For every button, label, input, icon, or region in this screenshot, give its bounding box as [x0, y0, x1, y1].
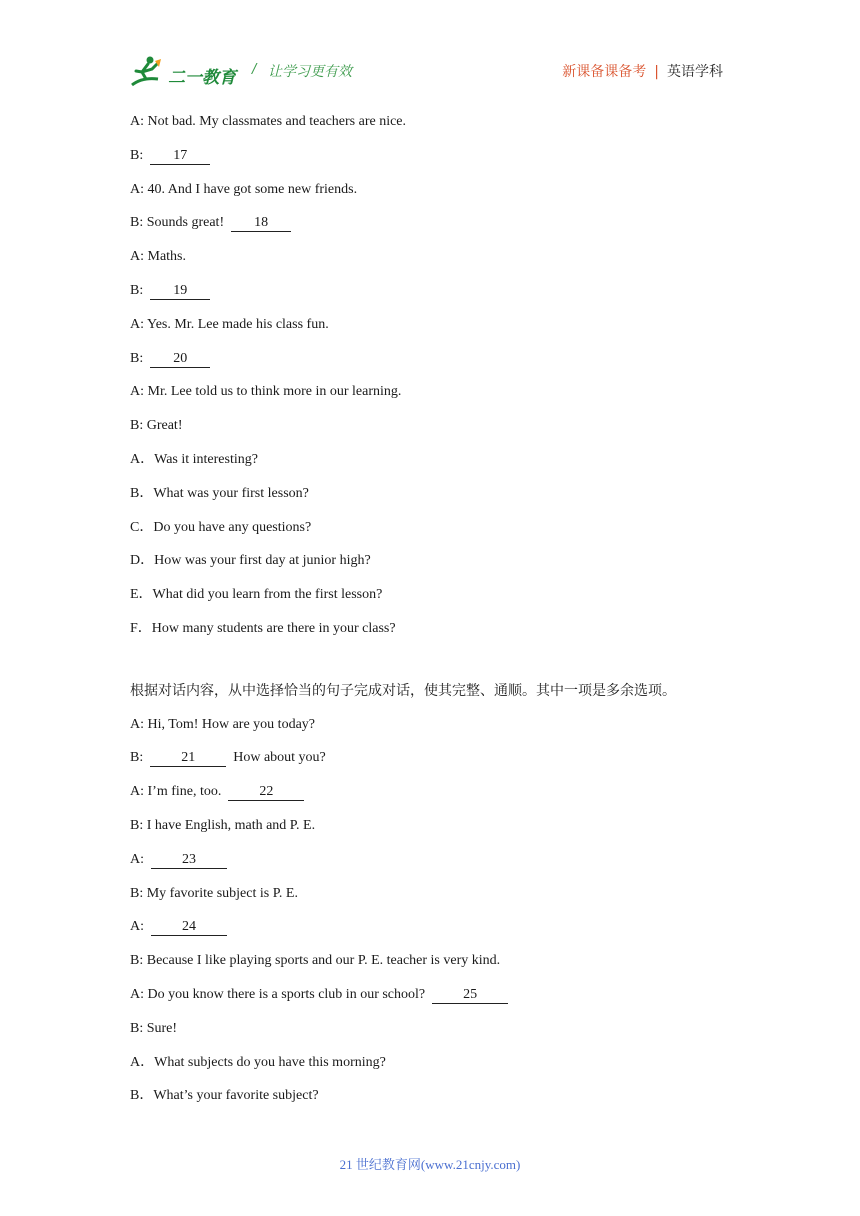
- dialog-line: [130, 782, 730, 816]
- runner-icon: [128, 55, 168, 89]
- line-text: A: Hi, Tom! How are you today?: [130, 716, 316, 732]
- logo-text: 二一教育: [168, 68, 236, 88]
- line-text: A: Yes. Mr. Lee made his class fun.: [130, 316, 329, 332]
- line-text: A: Maths.: [130, 249, 186, 265]
- line-prefix: B:: [130, 282, 151, 298]
- slogan: 让学习更有效: [268, 64, 352, 80]
- dialog-line: [130, 1019, 730, 1053]
- document-body: [130, 112, 730, 1120]
- answer-blank[interactable]: 20: [150, 351, 210, 368]
- option-item: B．What’s your favorite subject?: [130, 1088, 319, 1104]
- dialog-line: [130, 850, 730, 884]
- dialog-2: [130, 681, 730, 1120]
- answer-blank[interactable]: 22: [228, 784, 304, 801]
- line-prefix: B:: [130, 147, 151, 163]
- answer-blank[interactable]: 23: [151, 852, 227, 869]
- dialog-line: [130, 247, 730, 281]
- subject-label: 英语学科: [667, 64, 723, 80]
- option-item: C．Do you have any questions?: [130, 519, 312, 535]
- option-item: F．How many students are there in your class?: [130, 620, 396, 636]
- instruction: 根据对话内容，从中选择恰当的句子完成对话，使其完整、通顺。其中一项是多余选项。: [130, 682, 676, 699]
- dialog-line: [130, 180, 730, 214]
- line-text: B: My favorite subject is P. E.: [130, 885, 298, 901]
- line-text: A: Not bad. My classmates and teachers are nice.: [130, 114, 407, 129]
- logo: [128, 55, 238, 91]
- line-text: B: Sure!: [130, 1020, 178, 1036]
- dialog-line: [130, 382, 730, 416]
- answer-blank[interactable]: 17: [150, 148, 210, 165]
- option-item: A．What subjects do you have this morning?: [130, 1054, 386, 1070]
- answer-blank[interactable]: 21: [150, 750, 226, 767]
- line-prefix: A: I’m fine, too.: [130, 784, 229, 800]
- dialog-line: [130, 985, 730, 1019]
- line-suffix: How about you?: [226, 750, 326, 766]
- page-header: [0, 0, 860, 100]
- section-gap: [130, 653, 730, 681]
- dialog-line: [130, 112, 730, 146]
- dialog-line: [130, 315, 730, 349]
- option-item: B．What was your first lesson?: [130, 485, 309, 501]
- dialog-line: [130, 715, 730, 749]
- line-text: B: Because I like playing sports and our P. E. teacher is very kind.: [130, 953, 501, 969]
- dialog-1: [130, 112, 730, 653]
- line-prefix: A:: [130, 851, 151, 867]
- dialog-line: [130, 349, 730, 383]
- line-prefix: B: Sounds great!: [130, 215, 232, 231]
- option-item: D．How was your first day at junior high?: [130, 553, 371, 569]
- line-prefix: B:: [130, 750, 151, 766]
- line-prefix: A:: [130, 919, 151, 935]
- answer-blank[interactable]: 18: [231, 215, 291, 232]
- dialog-line: [130, 748, 730, 782]
- dialog-line: [130, 213, 730, 247]
- header-separator: |: [654, 64, 659, 80]
- dialog-line: [130, 816, 730, 850]
- dialog-line: [130, 281, 730, 315]
- brand-label: 新课备课备考: [562, 64, 647, 80]
- line-text: B: I have English, math and P. E.: [130, 817, 316, 833]
- option-item: E．What did you learn from the first lesson?: [130, 587, 383, 603]
- dialog-line: [130, 416, 730, 450]
- header-right: [562, 61, 723, 81]
- option-item: A．Was it interesting?: [130, 451, 258, 467]
- line-text: B: Great!: [130, 418, 183, 434]
- answer-blank[interactable]: 24: [151, 919, 227, 936]
- dialog-line: [130, 917, 730, 951]
- dialog-line: [130, 884, 730, 918]
- dialog-line: [130, 951, 730, 985]
- dialog-line: [130, 146, 730, 180]
- line-prefix: B:: [130, 350, 151, 366]
- answer-blank[interactable]: 19: [150, 283, 210, 300]
- line-text: A: 40. And I have got some new friends.: [130, 181, 358, 197]
- answer-blank[interactable]: 25: [432, 987, 508, 1004]
- slogan-separator: /: [252, 62, 257, 77]
- page-footer: 21 世纪教育网(www.21cnjy.com): [339, 1157, 521, 1172]
- line-prefix: A: Do you know there is a sports club in our school?: [130, 986, 433, 1002]
- line-text: A: Mr. Lee told us to think more in our learning.: [130, 384, 402, 400]
